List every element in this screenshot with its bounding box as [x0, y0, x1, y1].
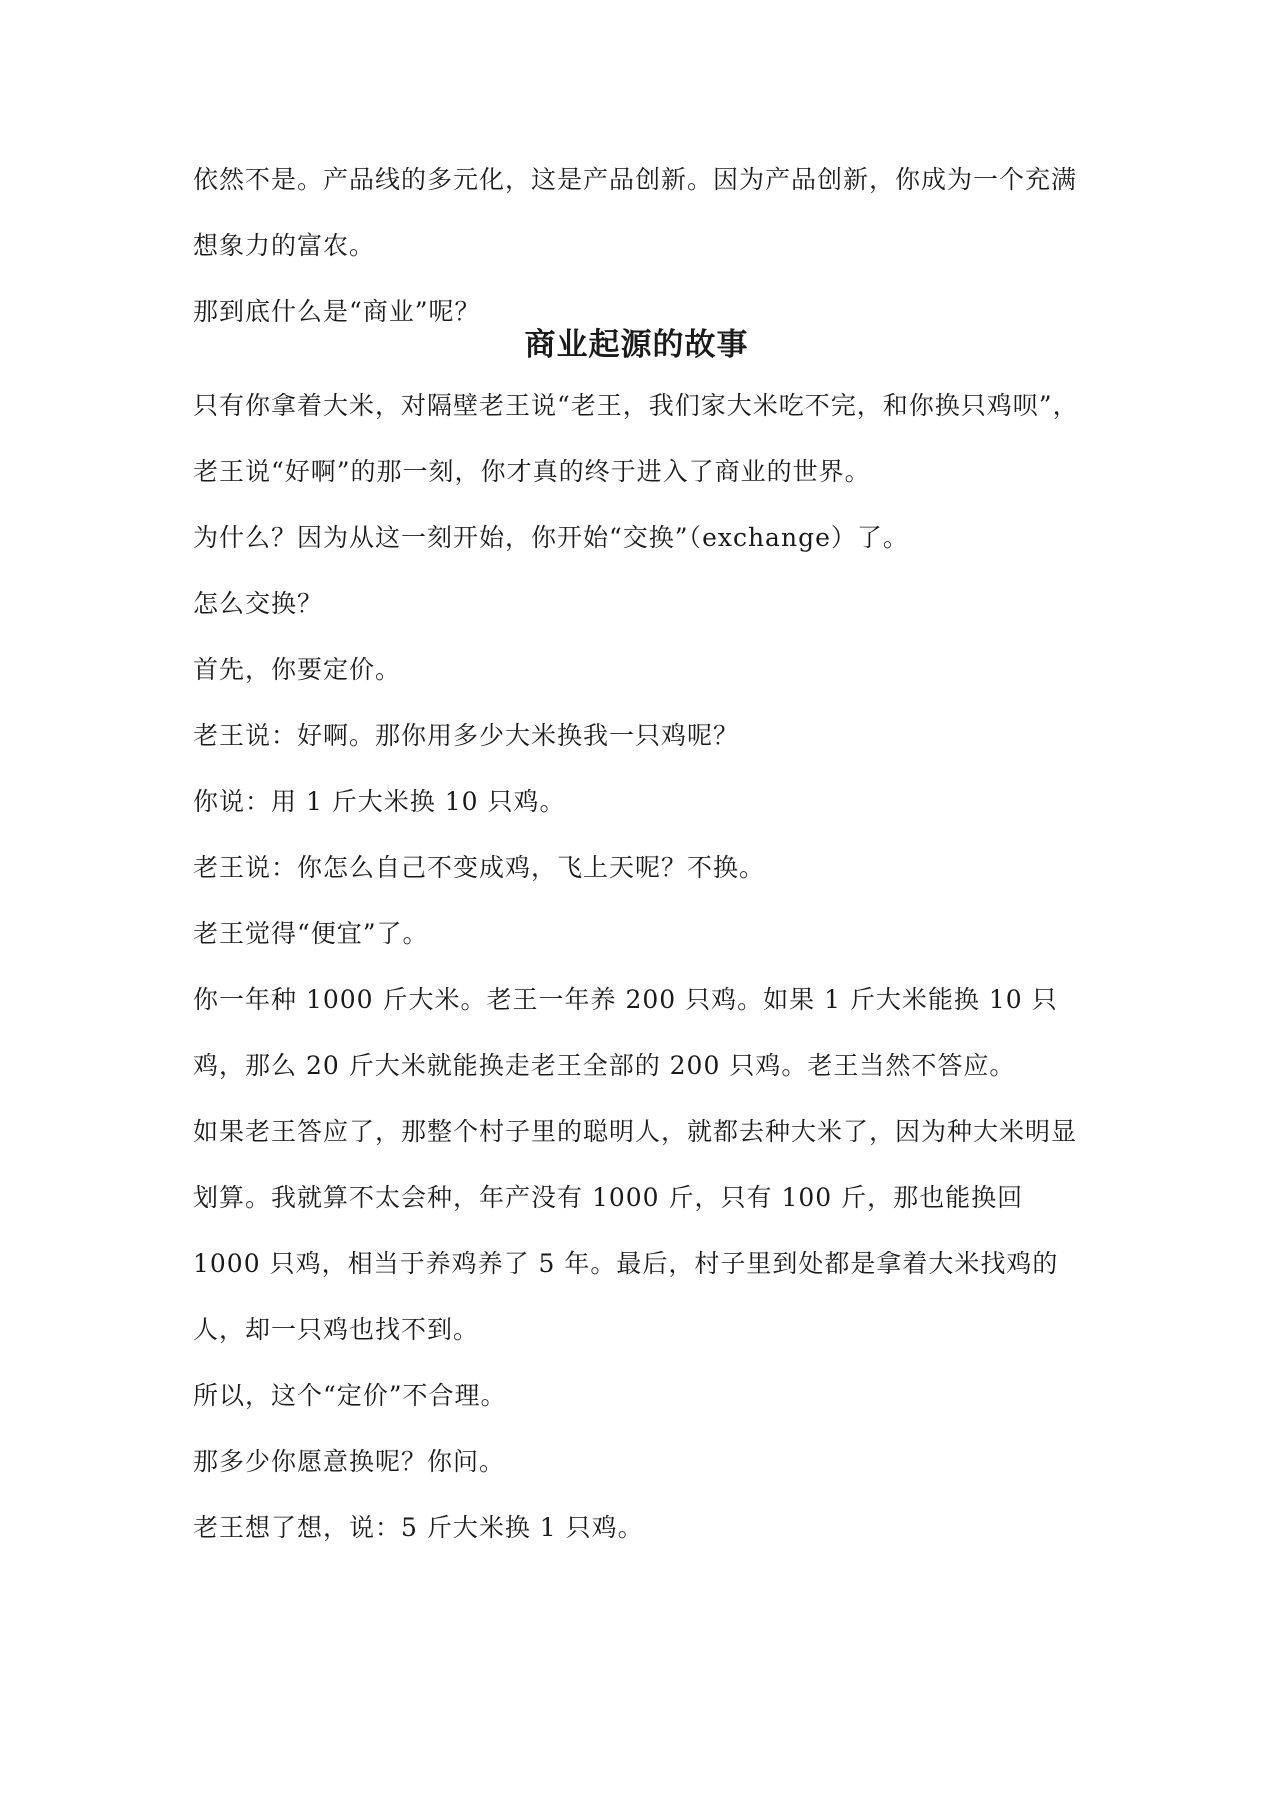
story-paragraph-8: 老王觉得“便宜”了。	[193, 919, 429, 948]
story-paragraph-13: 老王想了想，说：5 斤大米换 1 只鸡。	[193, 1513, 644, 1542]
story-paragraph-11: 所以，这个“定价”不合理。	[193, 1381, 507, 1410]
story-paragraph-10: 如果老王答应了，那整个村子里的聪明人，就都去种大米了，因为种大米明显划算。我就算不太会种，年产没有 1000 斤，只有 100 斤，那也能换回 1000 只鸡，相当于养鸡养了 5 年。最后，村子里到处都是拿着大米找鸡的人，却一只鸡也找不到。	[193, 1117, 1078, 1344]
story-paragraph-5: 老王说：好啊。那你用多少大米换我一只鸡呢？	[193, 721, 740, 750]
section-title: 商业起源的故事	[524, 327, 749, 363]
story-paragraph-3: 怎么交换？	[193, 589, 324, 618]
story-paragraph-2: 为什么？因为从这一刻开始，你开始“交换”（exchange）了。	[193, 523, 909, 552]
story-paragraph-12: 那多少你愿意换呢？你问。	[193, 1447, 506, 1476]
intro-section	[193, 147, 1093, 345]
intro-paragraph-1: 依然不是。产品线的多元化，这是产品创新。因为产品创新，你成为一个充满想象力的富农。	[193, 165, 1078, 260]
story-paragraph-4: 首先，你要定价。	[193, 655, 402, 684]
story-paragraph-7: 老王说：你怎么自己不变成鸡，飞上天呢？不换。	[193, 853, 766, 882]
story-paragraph-1: 只有你拿着大米，对隔壁老王说“老王，我们家大米吃不完，和你换只鸡呗”，老王说“好啊”的那一刻，你才真的终于进入了商业的世界。	[193, 391, 1079, 486]
intro-paragraph-2: 那到底什么是“商业”呢？	[193, 297, 481, 326]
story-paragraph-9: 你一年种 1000 斤大米。老王一年养 200 只鸡。如果 1 斤大米能换 10 只鸡，那么 20 斤大米就能换走老王全部的 200 只鸡。老王当然不答应。	[193, 985, 1058, 1080]
story-paragraph-6: 你说：用 1 斤大米换 10 只鸡。	[193, 787, 566, 816]
story-section	[193, 373, 1093, 1561]
